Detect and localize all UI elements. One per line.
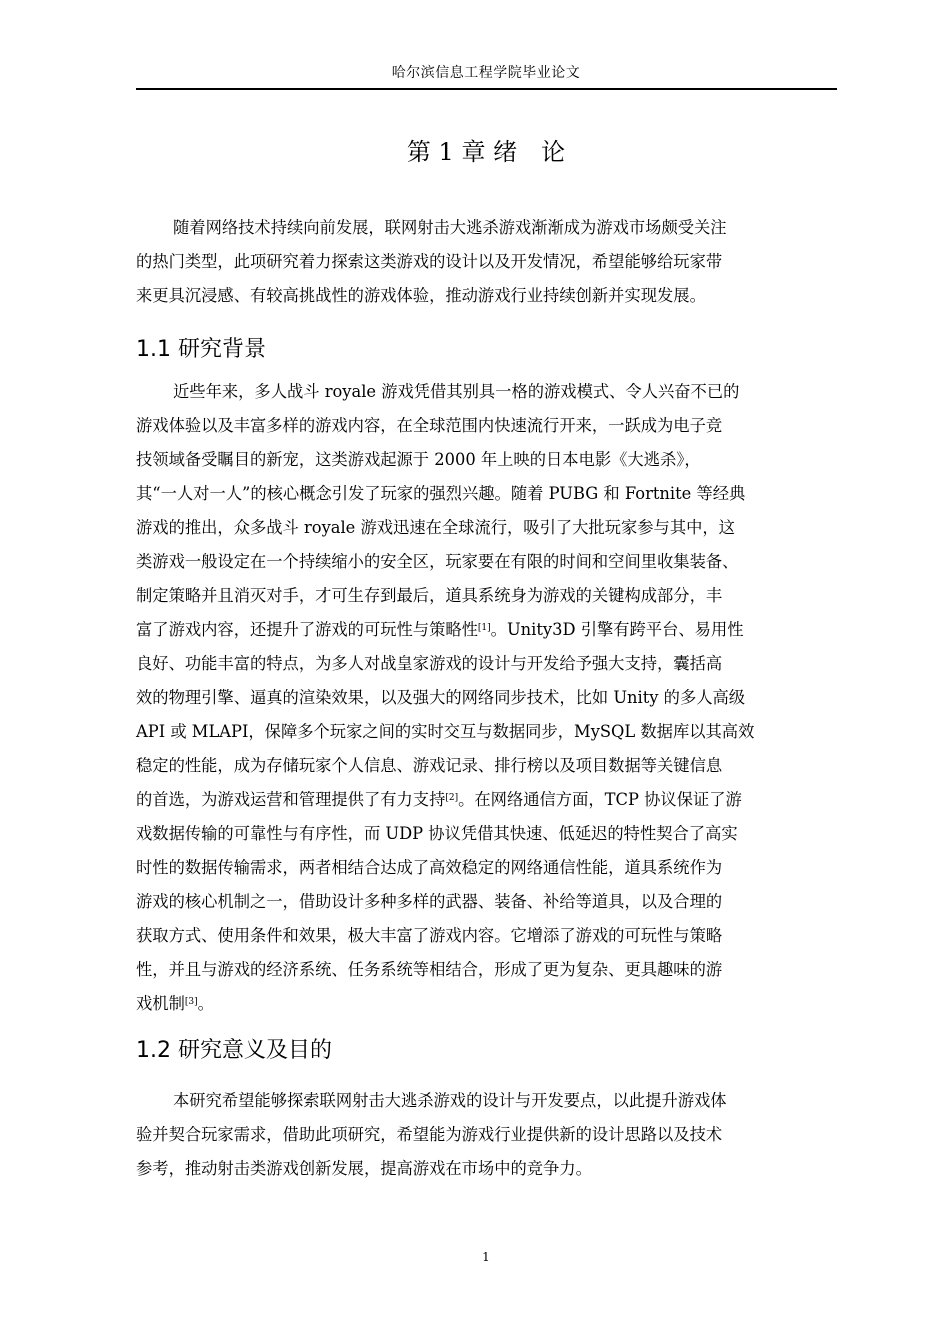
text-line: 近些年来，多人战斗 royale 游戏凭借其别具一格的游戏模式、令人兴奋不已的 xyxy=(173,382,740,401)
text-line: 制定策略并且消灭对手，才可生存到最后，道具系统身为游戏的关键构成部分，丰 xyxy=(136,586,723,605)
text-line: 技领域备受瞩目的新宠，这类游戏起源于 2000 年上映的日本电影《大逃杀》， xyxy=(136,450,701,469)
text-line: 时性的数据传输需求，两者相结合达成了高效稳定的网络通信性能，道具系统作为 xyxy=(136,858,723,877)
text-line: 戏数据传输的可靠性与有序性，而 UDP 协议凭借其快速、低延迟的特性契合了高实 xyxy=(136,824,738,843)
text-line: 的热门类型，此项研究着力探索这类游戏的设计以及开发情况，希望能够给玩家带 xyxy=(136,252,723,271)
text-line xyxy=(136,613,836,647)
text-line: 良好、功能丰富的特点，为多人对战皇家游戏的设计与开发给予强大支持，囊括高 xyxy=(136,654,723,673)
page-number: 1 xyxy=(482,1250,490,1264)
citation-ref: [1] xyxy=(477,623,491,633)
text-line: API 或 MLAPI，保障多个玩家之间的实时交互与数据同步，MySQL 数据库以其高效 xyxy=(136,722,755,741)
text-line: 游戏的推出，众多战斗 royale 游戏迅速在全球流行，吸引了大批玩家参与其中，这 xyxy=(136,518,735,537)
section-heading-1-1: 1.1 研究背景 xyxy=(136,337,266,362)
text-segment: 的首选，为游戏运营和管理提供了有力支持 xyxy=(136,790,446,809)
text-line: 类游戏一般设定在一个持续缩小的安全区，玩家要在有限的时间和空间里收集装备、 xyxy=(136,552,739,571)
citation-ref: [2] xyxy=(445,793,459,803)
text-line: 来更具沉浸感、有较高挑战性的游戏体验，推动游戏行业持续创新并实现发展。 xyxy=(136,286,706,305)
intro-paragraph xyxy=(136,211,836,313)
citation-ref: [3] xyxy=(184,997,198,1007)
text-line: 获取方式、使用条件和效果，极大丰富了游戏内容。它增添了游戏的可玩性与策略 xyxy=(136,926,723,945)
text-line: 游戏体验以及丰富多样的游戏内容，在全球范围内快速流行开来，一跃成为电子竞 xyxy=(136,416,723,435)
text-line: 性，并且与游戏的经济系统、任务系统等相结合，形成了更为复杂、更具趣味的游 xyxy=(136,960,723,979)
significance-paragraph xyxy=(136,1084,836,1186)
text-line: 游戏的核心机制之一，借助设计多种多样的武器、装备、补给等道具，以及合理的 xyxy=(136,892,723,911)
text-line: 参考，推动射击类游戏创新发展，提高游戏在市场中的竞争力。 xyxy=(136,1159,592,1178)
text-segment: 。在网络通信方面，TCP 协议保证了游 xyxy=(458,790,742,809)
text-line: 本研究希望能够探索联网射击大逃杀游戏的设计与开发要点，以此提升游戏体 xyxy=(173,1091,727,1110)
text-segment: 戏机制 xyxy=(136,994,185,1013)
header-rule xyxy=(136,88,837,90)
text-segment: 。Unity3D 引擎有跨平台、易用性 xyxy=(490,620,744,639)
page-header: 哈尔滨信息工程学院毕业论文 xyxy=(391,65,581,81)
text-line xyxy=(136,783,836,817)
background-paragraph xyxy=(136,375,836,1021)
text-line: 其“一人对一人”的核心概念引发了玩家的强烈兴趣。随着 PUBG 和 Fortnite 等经典 xyxy=(136,484,746,503)
text-line: 效的物理引擎、逼真的渲染效果，以及强大的网络同步技术，比如 Unity 的多人高级 xyxy=(136,688,746,707)
text-line: 随着网络技术持续向前发展，联网射击大逃杀游戏渐渐成为游戏市场颇受关注 xyxy=(173,218,727,237)
text-segment: 富了游戏内容，还提升了游戏的可玩性与策略性 xyxy=(136,620,478,639)
text-segment: 。 xyxy=(197,994,214,1013)
text-line: 稳定的性能，成为存储玩家个人信息、游戏记录、排行榜以及项目数据等关键信息 xyxy=(136,756,723,775)
chapter-title: 第 1 章 绪 论 xyxy=(406,138,566,166)
section-heading-1-2: 1.2 研究意义及目的 xyxy=(136,1038,332,1063)
text-line xyxy=(136,987,836,1021)
text-line: 验并契合玩家需求，借助此项研究，希望能为游戏行业提供新的设计思路以及技术 xyxy=(136,1125,723,1144)
